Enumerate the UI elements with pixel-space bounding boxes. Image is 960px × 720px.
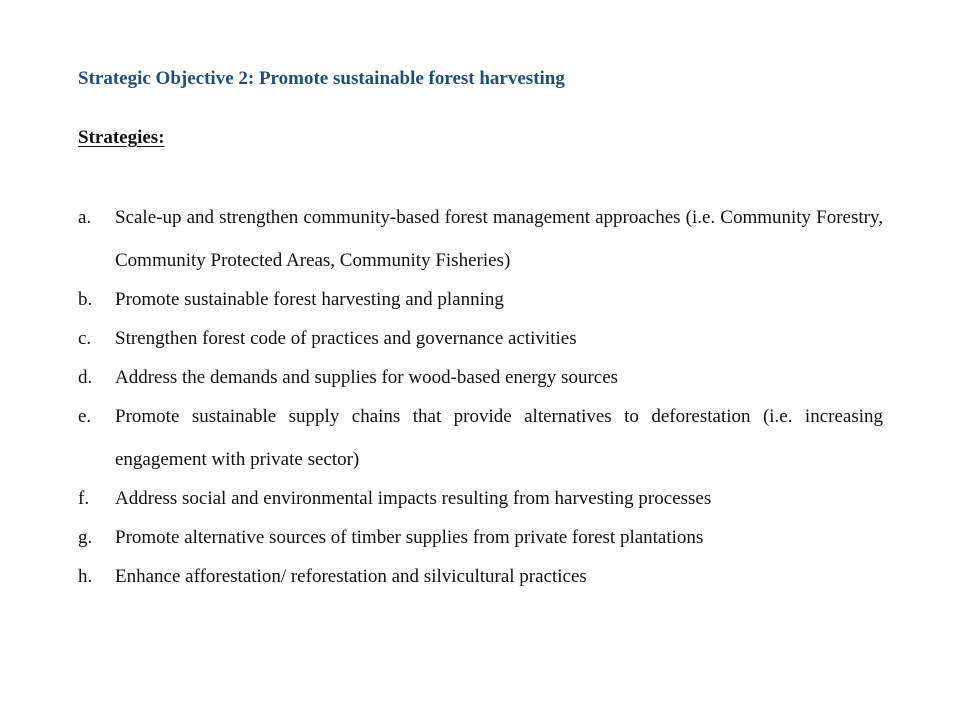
list-marker: h. xyxy=(78,566,93,587)
list-item xyxy=(78,278,883,321)
list-item xyxy=(78,196,883,282)
list-marker: f. xyxy=(78,488,90,509)
list-item xyxy=(78,477,883,520)
list-marker: e. xyxy=(78,406,92,427)
list-item-text: Address the demands and supplies for wood-based energy sources xyxy=(115,367,619,388)
strategies-heading: Strategies: xyxy=(78,127,165,148)
list-marker: c. xyxy=(78,328,92,349)
list-marker: a. xyxy=(78,207,92,228)
list-item-text: Promote sustainable supply chains that provide alternatives to deforestation (i.e. increasing engagement with private sector) xyxy=(115,406,883,470)
list-item xyxy=(78,555,883,598)
list-item-text: Strengthen forest code of practices and governance activities xyxy=(115,328,577,349)
list-item-text: Promote alternative sources of timber supplies from private forest plantations xyxy=(115,527,704,548)
list-item-text: Scale-up and strengthen community-based forest management approaches (i.e. Community Forestry, Community Protected Areas, Community Fisheries) xyxy=(115,207,883,271)
list-item xyxy=(78,395,883,481)
list-marker: g. xyxy=(78,527,93,548)
list-item-text: Enhance afforestation/ reforestation and silvicultural practices xyxy=(115,566,587,587)
list-marker: d. xyxy=(78,367,93,388)
strategies-list xyxy=(78,196,883,598)
list-item xyxy=(78,516,883,559)
list-marker: b. xyxy=(78,289,93,310)
list-item-text: Address social and environmental impacts resulting from harvesting processes xyxy=(115,488,712,509)
list-item xyxy=(78,317,883,360)
objective-title: Strategic Objective 2: Promote sustainable forest harvesting xyxy=(78,68,565,89)
list-item xyxy=(78,356,883,399)
list-item-text: Promote sustainable forest harvesting and planning xyxy=(115,289,504,310)
